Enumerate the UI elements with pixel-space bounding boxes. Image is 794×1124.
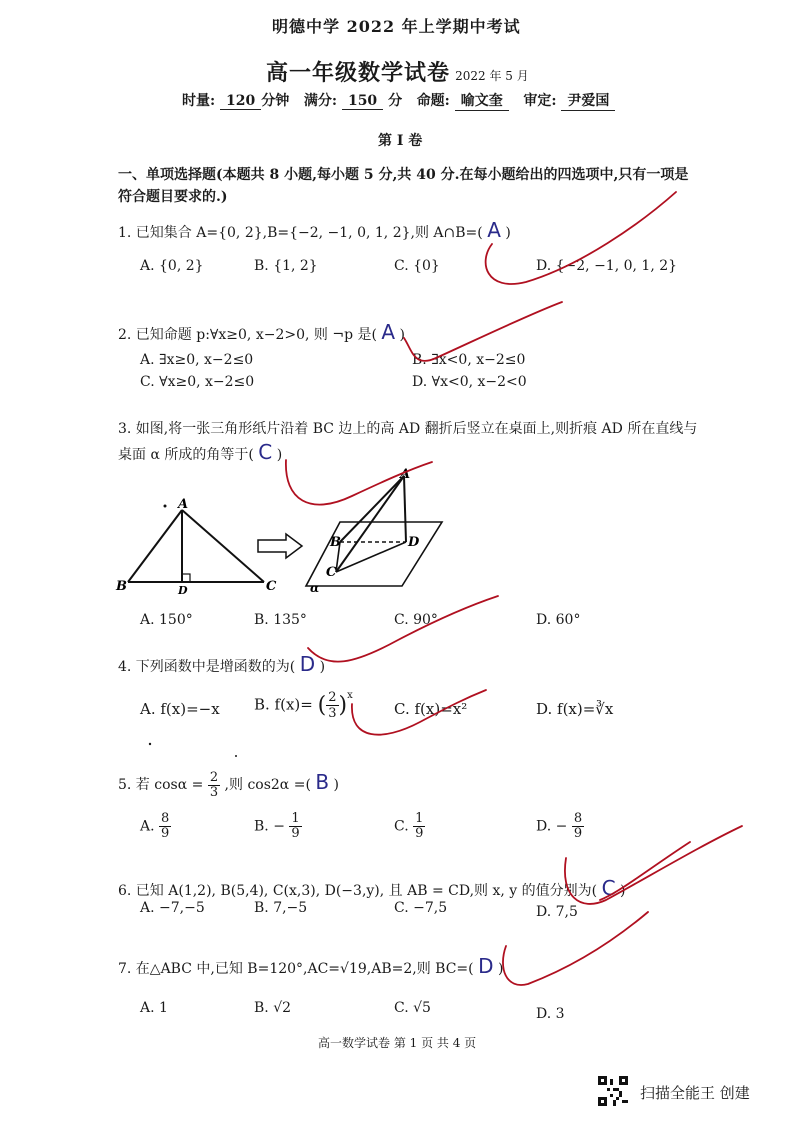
q4-option-b-fraction — [326, 690, 338, 721]
qr-code-icon — [598, 1076, 628, 1106]
q5-option-b: B. − $\frac{1}{9}$ — [254, 811, 300, 841]
q2-handwritten-answer: A — [381, 320, 396, 344]
q2-option-c: C. ∀x≥0, x−2≤0 — [140, 374, 255, 390]
time-value: 120 — [220, 93, 261, 110]
time-label: 时量: — [182, 93, 216, 109]
volume-title: 第 I 卷 — [378, 133, 423, 149]
q3-handwritten-answer: C — [258, 440, 273, 464]
q4-stem-text: 4. 下列函数中是增函数的为( — [118, 659, 296, 675]
q7-option-c: C. √5 — [394, 1000, 431, 1016]
q6-handwritten-answer: C — [601, 876, 616, 900]
q4-b-den: 3 — [328, 706, 337, 721]
q6-option-d: D. 7,5 — [536, 904, 578, 920]
fold-figure — [110, 466, 450, 596]
label-left-a: A — [178, 497, 189, 512]
pen-check-q4 — [308, 596, 498, 662]
q7-option-d: D. 3 — [536, 1006, 565, 1022]
q6-close: ) — [619, 883, 626, 899]
q6-stem-text: 6. 已知 A(1,2), B(5,4), C(x,3), D(−3,y), 且 AB = CD,则 x, y 的值分别为( — [118, 883, 598, 899]
q5-stem-fraction: $\frac{2}{3}$ — [209, 769, 219, 800]
q3-option-a: A. 150° — [140, 612, 193, 628]
q7-option-a: A. 1 — [140, 1000, 168, 1016]
q4-option-c: C. f(x)=x² — [394, 700, 468, 718]
q7-handwritten-answer: D — [478, 954, 494, 978]
scan-speck — [235, 755, 237, 757]
q4-b-num: 2 — [328, 690, 337, 705]
question-3-stem-line2 — [118, 440, 282, 464]
q4-handwritten-answer: D — [299, 652, 316, 676]
q1-option-b: B. {1, 2} — [254, 258, 318, 274]
q4-close: ) — [319, 659, 326, 675]
q1-stem-text: 1. 已知集合 A={0, 2},B={−2, −1, 0, 1, 2},则 A∩B=( — [118, 225, 483, 241]
author-label: 命题: — [416, 93, 450, 109]
school-exam-title: 明德中学 2022 年上学期中考试 — [272, 17, 521, 36]
q3-stem-text: 桌面 α 所成的角等于( — [118, 447, 254, 463]
q5-option-c: C. $\frac{1}{9}$ — [394, 811, 424, 841]
q3-stem-line1: 3. 如图,将一张三角形纸片沿着 BC 边上的高 AD 翻折后竖立在桌面上,则折痕 AD 所在直线与 — [118, 421, 698, 437]
reviewer-label: 审定: — [523, 93, 557, 109]
author-value: 喻文奎 — [455, 90, 509, 111]
section1-line2: 符合题目要求的.) — [118, 189, 228, 205]
q5-close: ) — [333, 777, 340, 793]
q3-option-d: D. 60° — [536, 612, 581, 628]
paper-title: 高一年级数学试卷 — [266, 60, 451, 86]
question-5-stem — [118, 770, 339, 800]
exam-info-line — [182, 90, 615, 111]
q5-option-d: D. − $\frac{8}{9}$ — [536, 811, 583, 841]
flat-triangle — [128, 505, 264, 583]
q2-option-d: D. ∀x<0, x−2<0 — [412, 374, 527, 390]
label-left-c: C — [266, 579, 277, 594]
q1-option-d: D. {−2, −1, 0, 1, 2} — [536, 258, 678, 274]
q5-stem-pre: 5. 若 cosα = — [118, 777, 204, 793]
q6-option-b: B. 7,−5 — [254, 900, 308, 916]
q2-option-a: A. ∃x≥0, x−2≤0 — [140, 352, 254, 368]
label-right-b: B — [330, 535, 341, 550]
q7-stem-text: 7. 在△ABC 中,已知 B=120°,AC=√19,AB=2,则 BC=( — [118, 961, 474, 977]
label-right-d: D — [408, 535, 420, 550]
q6-option-a: A. −7,−5 — [140, 900, 205, 916]
reviewer-value: 尹爱国 — [561, 90, 615, 111]
label-right-a: A — [400, 467, 411, 482]
q7-close: ) — [497, 961, 504, 977]
q4-option-d: D. f(x)=∛x — [536, 700, 614, 718]
q1-handwritten-answer: A — [487, 218, 501, 242]
section1-line1: 一、单项选择题(本题共 8 小题,每小题 5 分,共 40 分.在每小题给出的四选项中,只有一项是 — [118, 167, 689, 183]
q5-option-a: A. $\frac{8}{9}$ — [140, 811, 170, 841]
pen-check-q7 — [503, 912, 648, 985]
q1-close: ) — [505, 225, 511, 241]
score-label: 满分: — [303, 93, 338, 109]
page-footer: 高一数学试卷 第 1 页 共 4 页 — [318, 1036, 477, 1050]
scanner-watermark: 扫描全能王 创建 — [640, 1084, 750, 1102]
q4-option-a: A. f(x)=−x — [140, 700, 220, 718]
scan-speck — [149, 743, 151, 745]
q3-option-b: B. 135° — [254, 612, 307, 628]
q4-option-b-text: B. f(x)= — [254, 695, 313, 714]
q3-close: ) — [276, 447, 283, 463]
paper-title-line — [266, 56, 529, 87]
label-plane-alpha: α — [310, 581, 320, 595]
q1-option-a: A. {0, 2} — [140, 258, 204, 274]
label-left-b: B — [116, 579, 127, 594]
score-unit: 分 — [388, 93, 403, 109]
arrow-icon — [258, 534, 302, 558]
q4-option-b: B. f(x)= ( $\frac{2}{3}$ )$^x$ — [254, 690, 353, 721]
question-1-stem — [118, 218, 511, 242]
label-right-c: C — [326, 565, 337, 580]
paper-date: 2022 年 5 月 — [455, 69, 529, 83]
q2-option-b: B. ∃x<0, x−2≤0 — [412, 352, 526, 368]
question-7-stem — [118, 954, 503, 978]
q2-stem-text: 2. 已知命题 p:∀x≥0, x−2>0, 则 ¬p 是( — [118, 327, 377, 343]
q5-stem-post: ,则 cos2α =( — [224, 777, 311, 793]
label-left-d: D — [178, 584, 188, 596]
time-unit: 分钟 — [261, 93, 290, 109]
question-2-stem — [118, 320, 405, 344]
question-6-stem — [118, 876, 625, 900]
q6-option-c: C. −7,5 — [394, 900, 448, 916]
q2-close: ) — [399, 327, 406, 343]
q1-option-c: C. {0} — [394, 258, 440, 274]
q5-handwritten-answer: B — [315, 770, 330, 794]
q7-option-b: B. √2 — [254, 1000, 292, 1016]
q3-option-c: C. 90° — [394, 612, 438, 628]
question-4-stem — [118, 652, 325, 676]
q4-b-exp: x — [347, 690, 353, 701]
score-value: 150 — [342, 93, 383, 110]
